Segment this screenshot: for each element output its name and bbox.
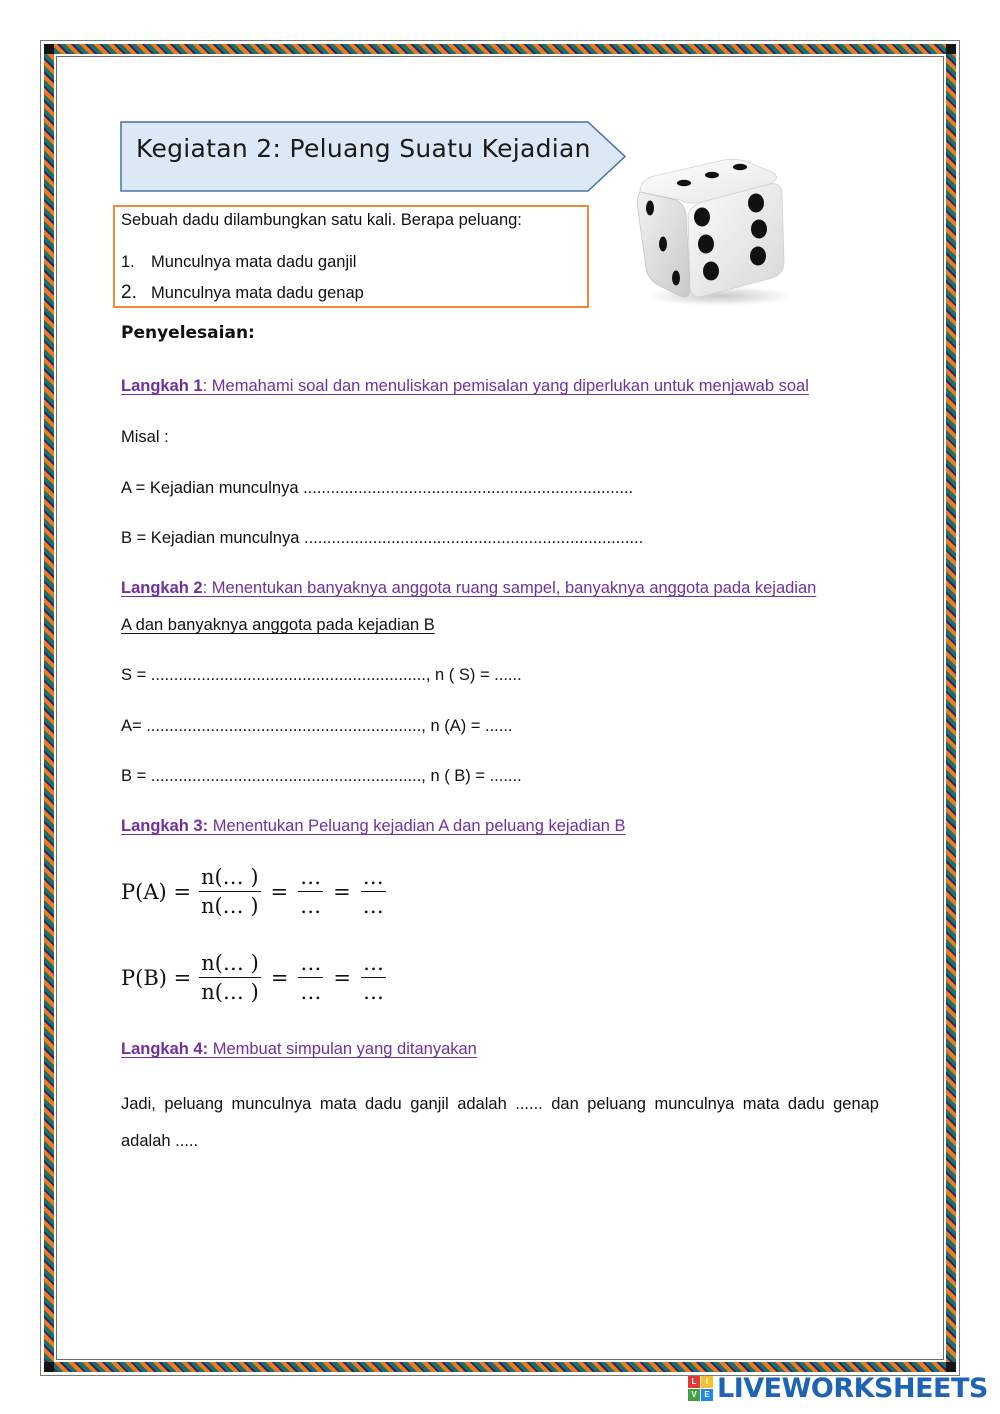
step-4: Langkah 4: Membuat simpulan yang ditanyakan [121, 1040, 477, 1058]
dice-icon [632, 150, 792, 310]
fraction: $\frac{\dots}{\dots}$ [362, 865, 384, 918]
fill-set-s: S = ............................................................, n ( S) = ...... [121, 666, 522, 684]
border-corner [946, 1362, 956, 1372]
step-1: Langkah 1: Memahami soal dan menuliskan pemisalan yang diperlukan untuk menjawab soal [121, 377, 809, 395]
liveworksheets-icon: L I V E [688, 1376, 713, 1401]
fill-line-b: B = Kejadian munculnya .......................................................................... [121, 529, 644, 547]
question-intro: Sebuah dadu dilambungkan satu kali. Berapa peluang: [121, 211, 522, 229]
solution-heading: Penyelesaian: [121, 323, 255, 343]
conclusion-text: Jadi, peluang munculnya mata dadu ganjil adalah ...... dan peluang munculnya mata dadu genap adalah ..... [121, 1095, 879, 1150]
step-3: Langkah 3: Menentukan Peluang kejadian A dan peluang kejadian B [121, 817, 626, 835]
formula-pa: P(A) = $\frac{n(\dots )}{n(\dots )}$ = $\frac{\dots}{\dots}$ = $\frac{\dots}{\dots}$ [121, 865, 384, 918]
fraction: $\frac{\dots}{\dots}$ [363, 951, 385, 1004]
brand-name: LIVEWORKSHEETS [717, 1373, 988, 1404]
question-item: 2. Munculnya mata dadu genap [121, 282, 364, 303]
fraction: $\frac{\dots}{\dots}$ [300, 865, 322, 918]
step-2-continuation: A dan banyaknya anggota pada kejadian B [121, 616, 435, 634]
fill-set-b: B = ..........................................................., n ( B) = ....... [121, 767, 522, 785]
fraction: $\frac{n(\dots )}{n(\dots )}$ [201, 951, 259, 1004]
fill-set-a: A= ............................................................, n (A) = ...... [121, 717, 513, 735]
fill-line-a: A = Kejadian munculnya ........................................................................ [121, 479, 634, 497]
fraction: $\frac{n(\dots )}{n(\dots )}$ [200, 865, 259, 918]
border-corner [44, 44, 54, 54]
page-title: Kegiatan 2: Peluang Suatu Kejadian [136, 134, 591, 163]
fraction: $\frac{\dots}{\dots}$ [300, 951, 322, 1004]
border-corner [946, 44, 956, 54]
misal-label: Misal : [121, 428, 169, 446]
liveworksheets-logo[interactable] [688, 1373, 988, 1404]
formula-pb: P(B) = $\frac{n(\dots )}{n(\dots )}$ = $\frac{\dots}{\dots}$ = $\frac{\dots}{\dots}$ [121, 951, 385, 1004]
question-item: 1. Munculnya mata dadu ganjil [121, 253, 357, 271]
step-2: Langkah 2: Menentukan banyaknya anggota ruang sampel, banyaknya anggota pada kejadian [121, 579, 817, 597]
border-corner [44, 1362, 54, 1372]
